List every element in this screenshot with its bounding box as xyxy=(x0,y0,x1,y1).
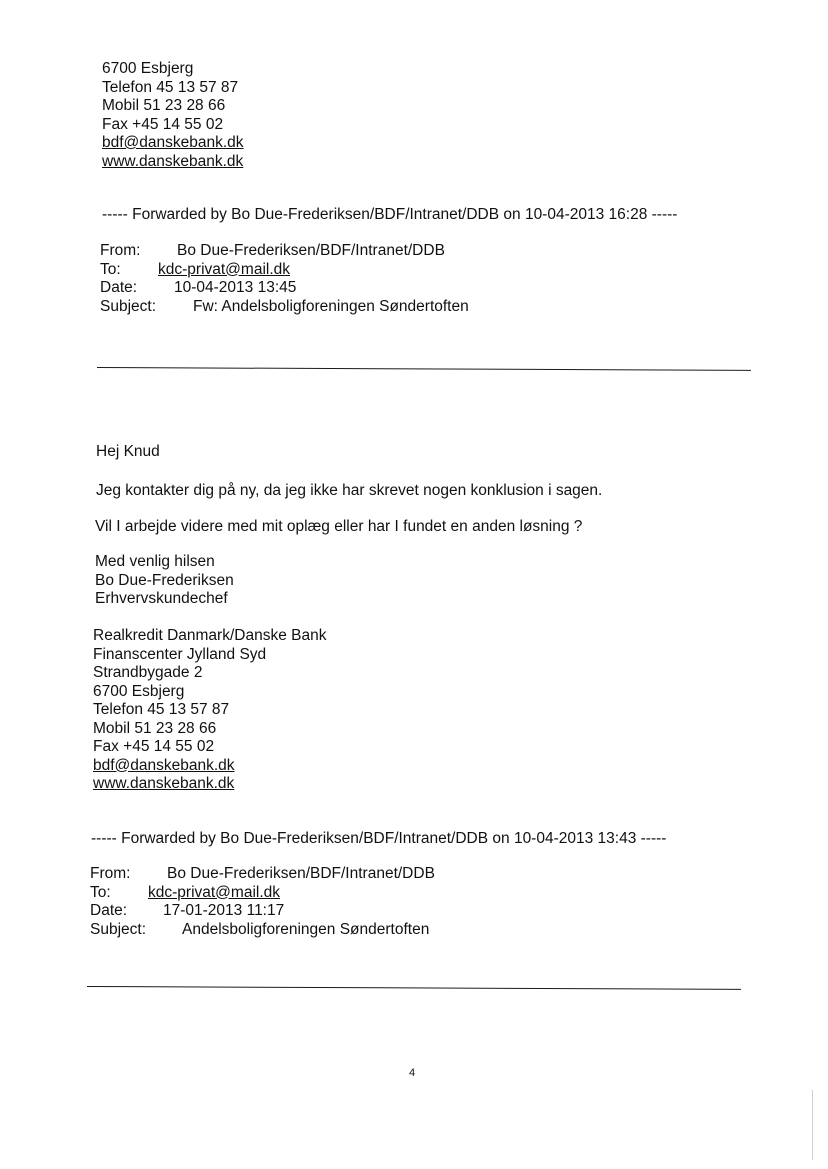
email-link[interactable]: bdf@danskebank.dk xyxy=(93,756,235,774)
scan-edge-mark xyxy=(812,1090,813,1160)
subject-row xyxy=(90,921,550,940)
to-row xyxy=(90,884,550,903)
email-header-block xyxy=(100,242,560,316)
date-label: Date: xyxy=(90,902,128,919)
divider-line xyxy=(97,367,751,371)
website-link[interactable]: www.danskebank.dk xyxy=(102,152,244,170)
to-label: To: xyxy=(100,260,121,278)
subject-value: Andelsboligforeningen Søndertoften xyxy=(182,920,430,938)
subject-label: Subject: xyxy=(90,920,147,938)
signature-line: Erhvervskundechef xyxy=(95,590,228,607)
from-row xyxy=(90,865,550,884)
contact-line: Mobil 51 23 28 66 xyxy=(102,97,226,114)
divider-line xyxy=(87,986,741,990)
page-number: 4 xyxy=(409,1067,416,1079)
contact-line: Telefon 45 13 57 87 xyxy=(102,78,239,96)
subject-label: Subject: xyxy=(100,297,157,315)
to-row xyxy=(100,261,560,280)
to-email-link[interactable]: kdc-privat@mail.dk xyxy=(148,883,281,901)
date-label: Date: xyxy=(100,279,138,296)
signature-line: Med venlig hilsen xyxy=(95,553,215,570)
contact-line: Fax +45 14 55 02 xyxy=(102,115,224,133)
subject-value: Fw: Andelsboligforeningen Søndertoften xyxy=(193,297,469,315)
from-value: Bo Due-Frederiksen/BDF/Intranet/DDB xyxy=(167,865,435,882)
date-row xyxy=(100,279,560,298)
email-link[interactable]: bdf@danskebank.dk xyxy=(102,134,244,151)
subject-row xyxy=(100,298,560,317)
contact-line: Realkredit Danmark/Danske Bank xyxy=(93,627,327,644)
email-header-block xyxy=(90,865,550,939)
forward-notice: ----- Forwarded by Bo Due-Frederiksen/BDF/Intranet/DDB on 10-04-2013 13:43 ----- xyxy=(91,830,667,847)
contact-line: Fax +45 14 55 02 xyxy=(93,738,215,755)
top-contact-block xyxy=(102,60,244,171)
contact-line: 6700 Esbjerg xyxy=(93,682,185,700)
contact-line: Mobil 51 23 28 66 xyxy=(93,719,217,737)
signature-line: Bo Due-Frederiksen xyxy=(95,571,234,589)
from-label: From: xyxy=(100,242,141,259)
from-value: Bo Due-Frederiksen/BDF/Intranet/DDB xyxy=(177,242,445,259)
date-row xyxy=(90,902,550,921)
from-label: From: xyxy=(90,865,131,882)
contact-line: Finanscenter Jylland Syd xyxy=(93,645,267,663)
date-value: 17-01-2013 11:17 xyxy=(163,902,285,919)
contact-line: Strandbygade 2 xyxy=(93,664,203,681)
greeting: Hej Knud xyxy=(96,443,160,460)
to-label: To: xyxy=(90,883,111,901)
message-paragraph: Vil I arbejde videre med mit oplæg eller har I fundet en anden løsning ? xyxy=(95,518,583,535)
message-paragraph: Jeg kontakter dig på ny, da jeg ikke har skrevet nogen konklusion i sagen. xyxy=(96,482,603,499)
date-value: 10-04-2013 13:45 xyxy=(174,279,297,296)
signature-block xyxy=(95,553,234,609)
website-link[interactable]: www.danskebank.dk xyxy=(93,775,235,792)
forward-notice: ----- Forwarded by Bo Due-Frederiksen/BDF/Intranet/DDB on 10-04-2013 16:28 ----- xyxy=(102,206,678,223)
company-contact-block xyxy=(93,627,326,794)
contact-line: 6700 Esbjerg xyxy=(102,60,194,77)
to-email-link[interactable]: kdc-privat@mail.dk xyxy=(158,260,291,278)
contact-line: Telefon 45 13 57 87 xyxy=(93,701,230,718)
from-row xyxy=(100,242,560,261)
